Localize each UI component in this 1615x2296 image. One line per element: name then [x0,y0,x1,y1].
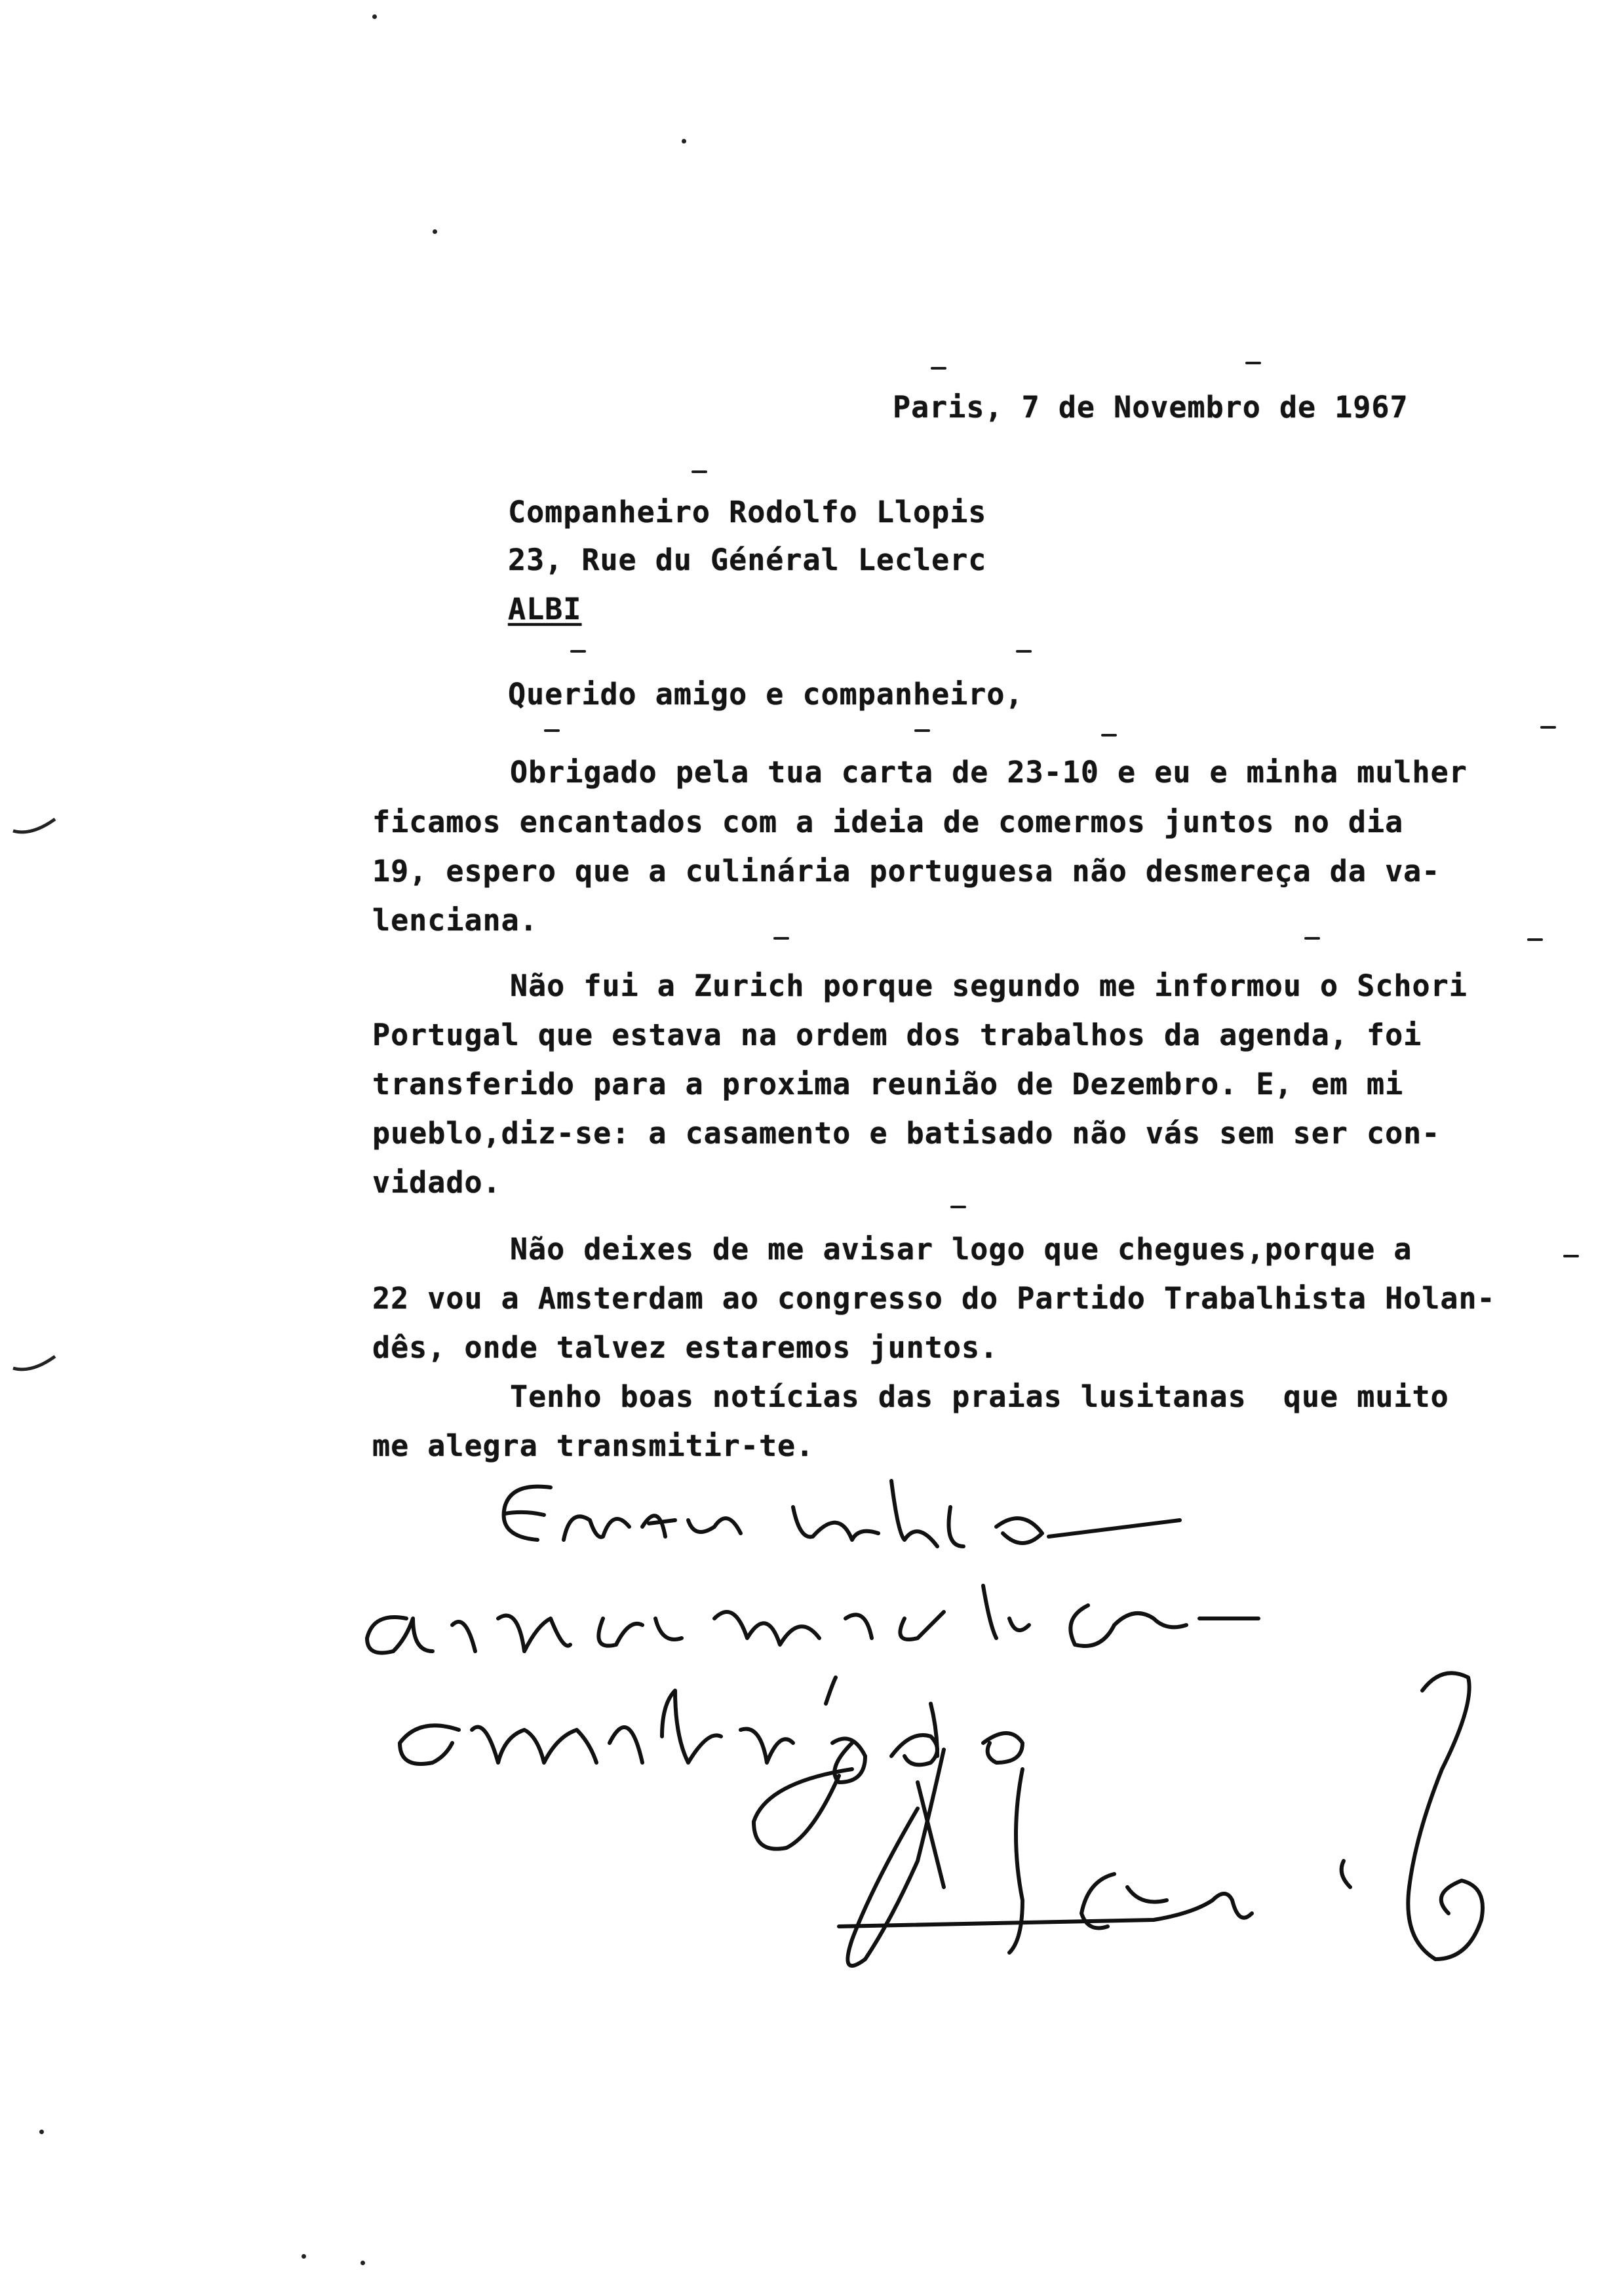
paragraph-line: Obrigado pela tua carta de 23-10 e eu e minha mulher [510,755,1468,790]
paragraph-line: me alegra transmitir-te. [372,1428,815,1463]
paragraph-line: ficamos encantados com a ideia de comermos juntos no dia [372,805,1404,839]
paragraph-line: Não fui a Zurich porque segundo me informou o Schori [510,968,1468,1003]
recipient-city: ALBI [508,592,582,626]
paragraph-line: Portugal que estava na ordem dos trabalhos da agenda, foi [372,1018,1422,1052]
paragraph-line: Não deixes de me avisar logo que chegues,porque a [510,1232,1412,1267]
recipient-street: 23, Rue du Général Leclerc [508,543,987,577]
paragraph-line: 22 vou a Amsterdam ao congresso do Partido Trabalhista Holan- [372,1281,1496,1316]
recipient-name: Companheiro Rodolfo Llopis [508,495,987,529]
paragraph-line: 19, espero que a culinária portuguesa não desmereça da va- [372,854,1441,889]
salutation: Querido amigo e companheiro, [508,677,1024,712]
paragraph-line: vidado. [372,1165,501,1200]
dateline: Paris, 7 de Novembro de 1967 [893,390,1409,425]
paragraph-line: Tenho boas notícias das praias lusitanas que muito [510,1379,1449,1414]
paragraph-line: pueblo,diz-se: a casamento e batisado não vás sem ser con- [372,1116,1441,1151]
paragraph-line: transferido para a proxima reunião de Dezembro. E, em mi [372,1067,1404,1101]
paragraph-line: dês, onde talvez estaremos juntos. [372,1330,999,1365]
paragraph-line: lenciana. [372,903,538,938]
